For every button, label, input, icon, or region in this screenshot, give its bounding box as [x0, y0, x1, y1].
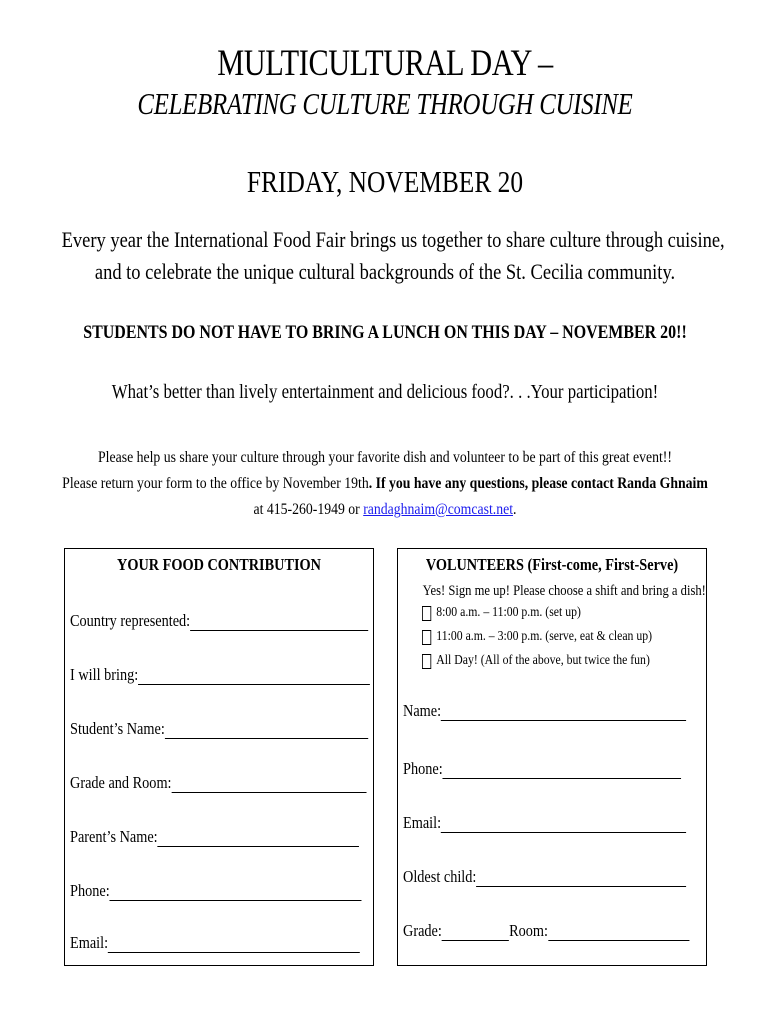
vol-email-field[interactable] — [403, 813, 686, 833]
shift-midday-checkbox[interactable] — [422, 630, 431, 645]
bring-line[interactable] — [138, 666, 370, 685]
page-title: MULTICULTURAL DAY – — [217, 43, 553, 84]
oldest-child-label: Oldest child: — [403, 867, 477, 886]
help-paragraph — [54, 445, 716, 523]
intro-paragraph — [61, 224, 725, 288]
grade-room-label: Grade and Room: — [70, 773, 172, 792]
help-line-3a: at 415-260-1949 or — [253, 501, 364, 518]
help-line-2 — [54, 471, 716, 497]
shift-morning-checkbox[interactable] — [422, 606, 431, 621]
shift-option-morning[interactable] — [422, 605, 581, 621]
grade-room-field[interactable] — [70, 773, 366, 793]
oldest-child-field[interactable] — [403, 867, 686, 887]
volunteers-heading: VOLUNTEERS (First-come, First-Serve) — [425, 555, 679, 574]
vol-name-line[interactable] — [441, 702, 686, 721]
vol-phone-field[interactable] — [403, 759, 681, 779]
vol-room-line[interactable] — [548, 922, 689, 941]
lunch-notice: STUDENTS DO NOT HAVE TO BRING A LUNCH ON THIS DAY – NOVEMBER 20!! — [83, 322, 687, 343]
grade-room-line[interactable] — [172, 774, 367, 793]
intro-line-1: Every year the International Food Fair brings us together to share culture through cuisine, — [61, 227, 725, 252]
parent-name-label: Parent’s Name: — [70, 827, 158, 846]
food-phone-label: Phone: — [70, 881, 110, 900]
bring-label: I will bring: — [70, 665, 139, 684]
bring-field[interactable] — [70, 665, 370, 685]
intro-line-2: and to celebrate the unique cultural backgrounds of the St. Cecilia community. — [94, 259, 676, 284]
tagline: What’s better than lively entertainment and delicious food?. . .Your participation! — [111, 381, 659, 403]
food-box-heading: YOUR FOOD CONTRIBUTION — [117, 555, 321, 574]
country-label: Country represented: — [70, 611, 191, 630]
vol-name-label: Name: — [403, 701, 442, 720]
event-date: FRIDAY, NOVEMBER 20 — [246, 164, 524, 199]
food-contribution-box — [64, 548, 374, 966]
shift-morning-label: 8:00 a.m. – 11:00 p.m. (set up) — [436, 605, 581, 620]
vol-room-label: Room: — [509, 921, 548, 940]
food-email-line[interactable] — [108, 934, 360, 953]
country-field[interactable] — [70, 611, 368, 631]
parent-name-field[interactable] — [70, 827, 359, 847]
contact-email-link[interactable]: randaghnaim@comcast.net — [363, 501, 514, 518]
shift-all-day-label: All Day! (All of the above, but twice the fun) — [436, 653, 650, 668]
page-subtitle: CELEBRATING CULTURE THROUGH CUISINE — [137, 86, 633, 121]
vol-grade-label: Grade: — [403, 921, 442, 940]
vol-email-line[interactable] — [441, 814, 686, 833]
vol-name-field[interactable] — [403, 701, 686, 721]
student-name-field[interactable] — [70, 719, 368, 739]
shift-option-all-day[interactable] — [422, 653, 650, 669]
food-phone-field[interactable] — [70, 881, 362, 901]
shift-all-day-checkbox[interactable] — [422, 654, 431, 669]
help-line-2a: Please return your form to the office by November 19th — [62, 475, 369, 492]
vol-grade-line[interactable] — [442, 922, 509, 941]
vol-phone-label: Phone: — [403, 759, 443, 778]
parent-name-line[interactable] — [158, 828, 360, 847]
food-email-field[interactable] — [70, 933, 360, 953]
help-line-3 — [54, 497, 716, 523]
vol-email-label: Email: — [403, 813, 442, 832]
grade-room-vol-field[interactable] — [403, 921, 689, 941]
student-name-line[interactable] — [165, 720, 368, 739]
food-phone-line[interactable] — [110, 882, 362, 901]
country-line[interactable] — [190, 612, 368, 631]
food-email-label: Email: — [70, 933, 109, 952]
volunteers-box — [397, 548, 707, 966]
vol-phone-line[interactable] — [443, 760, 682, 779]
oldest-child-line[interactable] — [476, 868, 686, 887]
help-line-3b: . — [513, 501, 517, 518]
volunteer-prompt: Yes! Sign me up! Please choose a shift and bring a dish! — [422, 583, 706, 599]
help-line-1: Please help us share your culture through your favorite dish and volunteer to be part of this great event!! — [98, 449, 672, 466]
student-name-label: Student’s Name: — [70, 719, 165, 738]
shift-midday-label: 11:00 a.m. – 3:00 p.m. (serve, eat & clean up) — [436, 629, 653, 644]
shift-option-midday[interactable] — [422, 629, 652, 645]
help-line-2b: . If you have any questions, please contact Randa Ghnaim — [368, 475, 708, 492]
